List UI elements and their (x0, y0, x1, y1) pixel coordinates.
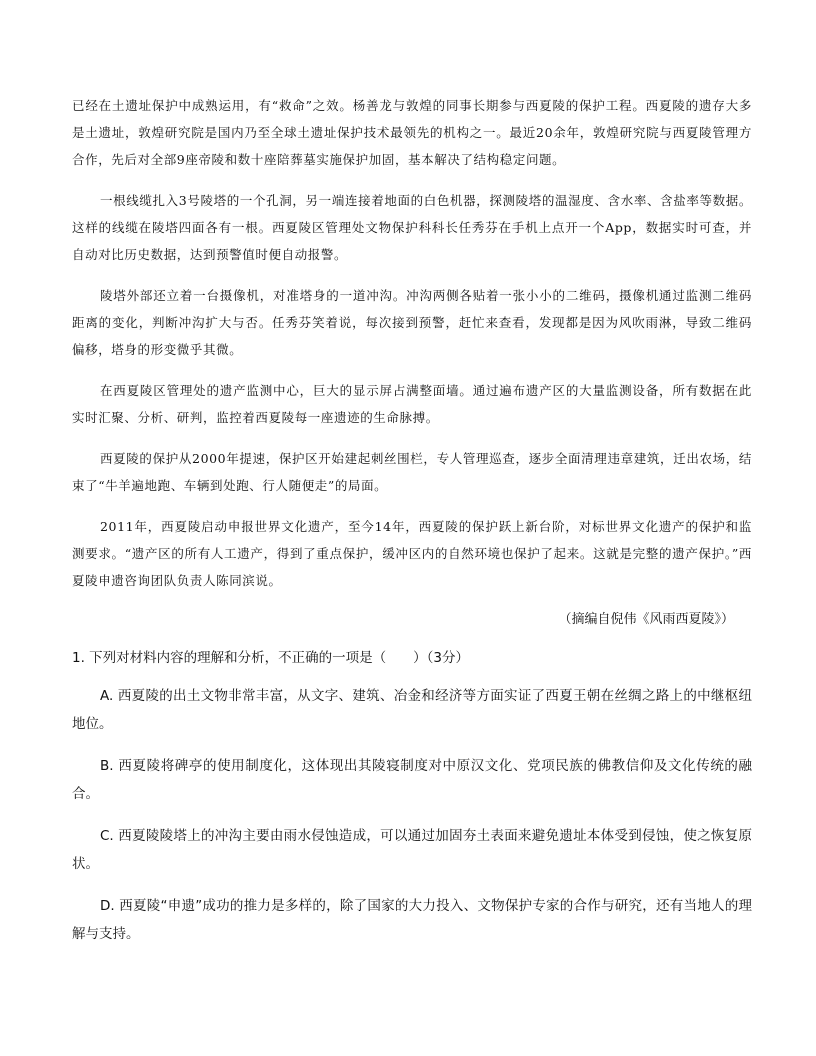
option-b: B. 西夏陵将碑亭的使用制度化，这体现出其陵寝制度对中原汉文化、党项民族的佛教信仰及文化传统的融合。 (72, 758, 752, 802)
passage-paragraph-3: 陵塔外部还立着一台摄像机，对准塔身的一道冲沟。冲沟两侧各贴着一张小小的二维码，摄像机通过监测二维码距离的变化，判断冲沟扩大与否。任秀芬笑着说，每次接到预警，赶忙来查看，发现都是因为风吹雨淋，导致二维码偏移，塔身的形变微乎其微。 (72, 288, 752, 357)
passage-paragraph-5: 西夏陵的保护从2000年提速，保护区开始建起刺丝围栏，专人管理巡查，逐步全面清理违章建筑，迁出农场，结束了“牛羊遍地跑、车辆到处跑、行人随便走”的局面。 (72, 451, 752, 493)
question-stem: 1. 下列对材料内容的理解和分析，不正确的一项是（ ）（3分） (72, 650, 470, 666)
option-d: D. 西夏陵“申遗”成功的推力是多样的，除了国家的大力投入、文物保护专家的合作与研究，还有当地人的理解与支持。 (72, 898, 752, 942)
source-citation: （摘编自倪伟《风雨西夏陵》） (558, 612, 734, 627)
passage-paragraph-2: 一根线缆扎入3号陵塔的一个孔洞，另一端连接着地面的白色机器，探测陵塔的温湿度、含水率、含盐率等数据。这样的线缆在陵塔四面各有一根。西夏陵区管理处文物保护科科长任秀芬在手机上点开一个App，数据实时可查，并自动对比历史数据，达到预警值时便自动报警。 (72, 193, 752, 262)
passage-paragraph-4: 在西夏陵区管理处的遗产监测中心，巨大的显示屏占满整面墙。通过遍布遗产区的大量监测设备，所有数据在此实时汇聚、分析、研判，监控着西夏陵每一座遗迹的生命脉搏。 (72, 383, 752, 425)
option-c: C. 西夏陵陵塔上的冲沟主要由雨水侵蚀造成，可以通过加固夯土表面来避免遗址本体受到侵蚀，使之恢复原状。 (72, 828, 752, 872)
passage-paragraph-1: 已经在土遗址保护中成熟运用，有“救命”之效。杨善龙与敦煌的同事长期参与西夏陵的保护工程。西夏陵的遗存大多是土遗址，敦煌研究院是国内乃至全球土遗址保护技术最领先的机构之一。最近20余年，敦煌研究院与西夏陵管理方合作，先后对全部9座帝陵和数十座陪葬墓实施保护加固，基本解决了结构稳定问题。 (72, 98, 752, 167)
passage-paragraph-6: 2011年，西夏陵启动申报世界文化遗产，至今14年，西夏陵的保护跃上新台阶，对标世界文化遗产的保护和监测要求。“遗产区的所有人工遗产，得到了重点保护，缓冲区内的自然环境也保护了起来。这就是完整的遗产保护。”西夏陵申遗咨询团队负责人陈同滨说。 (72, 519, 752, 588)
option-a: A. 西夏陵的出土文物非常丰富，从文字、建筑、冶金和经济等方面实证了西夏王朝在丝绸之路上的中继枢纽地位。 (72, 688, 752, 732)
document-page (72, 92, 752, 962)
